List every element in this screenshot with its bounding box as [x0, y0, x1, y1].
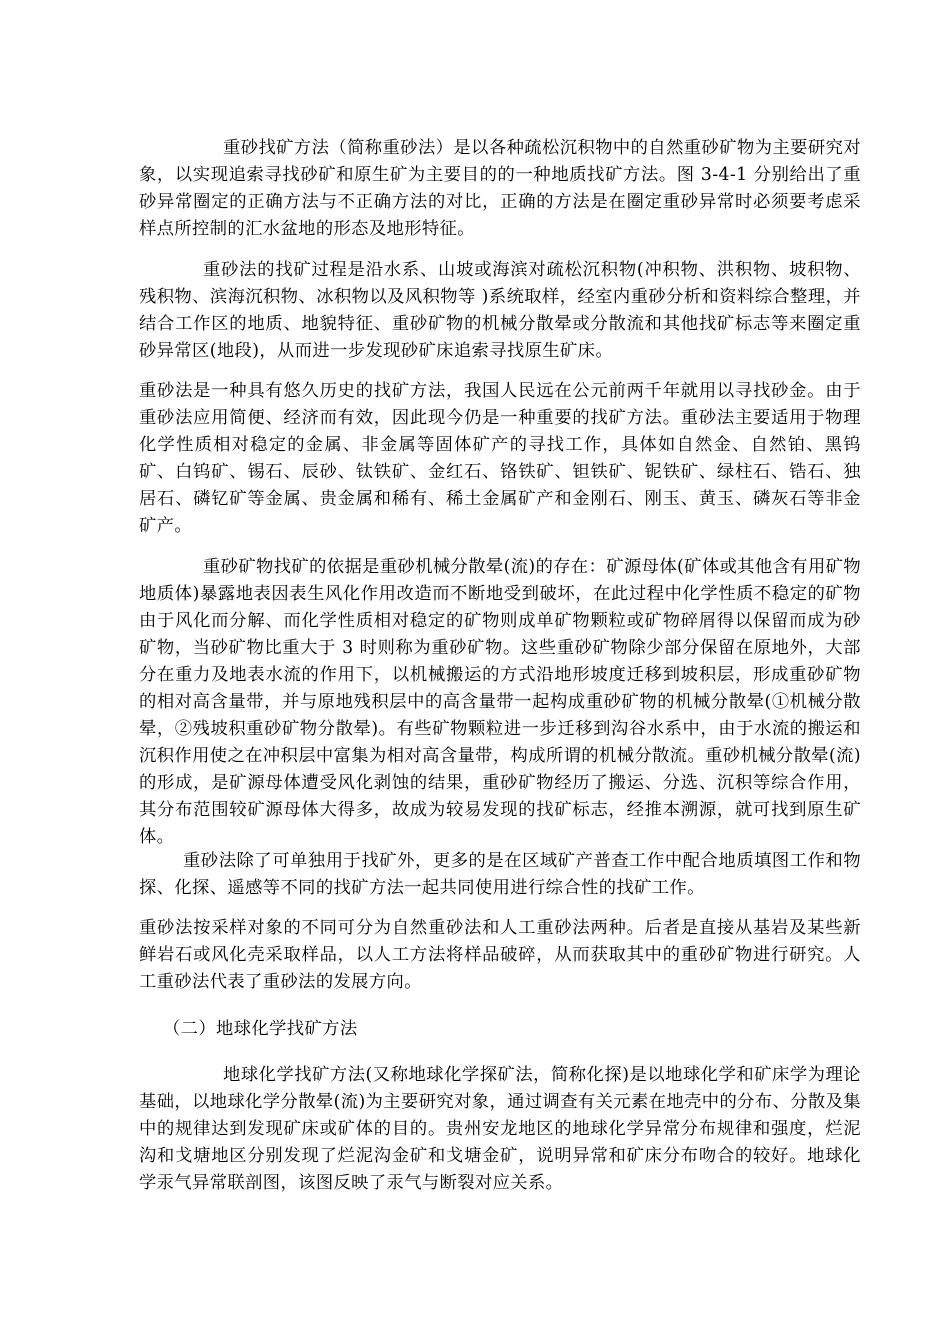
- paragraph-heavy-mineral-basis: 重砂矿物找矿的依据是重砂机械分散晕(流)的存在：矿源母体(矿体或其他含有用矿物地质体)暴露地表因表生风化作用改造而不断地受到破坏，在此过程中化学性质不稳定的矿物由于风化而分解、而化学性质相对稳定的矿物则成单矿物颗粒或矿物碎屑得以保留而成为砂矿物，当砂矿物比重大于 3 时则称为重砂矿物。这些重砂矿物除少部分保留在原地外，大部分在重力及地表水流的作用下，以机械搬运的方式沿地形坡度迁移到坡积层，形成重砂矿物的相对高含量带，并与原地残积层中的高含量带一起构成重砂矿物的机械分散晕(①机械分散晕，②残坡积重砂矿物分散晕)。有些矿物颗粒进一步迁移到沟谷水系中，由于水流的搬运和沉积作用使之在冲积层中富集为相对高含量带，构成所谓的机械分散流。重砂机械分散晕(流)的形成，是矿源母体遭受风化剥蚀的结果，重砂矿物经历了搬运、分选、沉积等综合作用，其分布范围较矿源母体大得多，故成为较易发现的找矿标志，经推本溯源，就可找到原生矿体。: [139, 557, 861, 847]
- section-heading: （二）地球化学找矿方法: [163, 1019, 358, 1039]
- paragraph-heavy-mineral-definition: 重砂找矿方法（简称重砂法）是以各种疏松沉积物中的自然重砂矿物为主要研究对象，以实现追索寻找砂矿和原生矿为主要目的的一种地质找矿方法。图 3-4-1 分别给出了重砂异常圈定的正确方法与不正确方法的对比，正确的方法是在圈定重砂异常时必须要考虑采样点所控制的汇水盆地的形态及地形特征。: [139, 138, 861, 239]
- paragraph-heavy-mineral-process: 重砂法的找矿过程是沿水系、山坡或海滨对疏松沉积物(冲积物、洪积物、坡积物、残积物、滨海沉积物、冰积物以及风积物等 )系统取样，经室内重砂分析和资料综合整理，并结合工作区的地质、地貌特征、重砂矿物的机械分散晕或分散流和其他找矿标志等来圈定重砂异常区(地段)，从而进一步发现砂矿床追索寻找原生矿床。: [139, 260, 861, 361]
- paragraph-heavy-mineral-types: 重砂法按采样对象的不同可分为自然重砂法和人工重砂法两种。后者是直接从基岩及某些新鲜岩石或风化壳采取样品，以人工方法将样品破碎，从而获取其中的重砂矿物进行研究。人工重砂法代表了重砂法的发展方向。: [139, 918, 861, 992]
- paragraph-heavy-mineral-history: 重砂法是一种具有悠久历史的找矿方法，我国人民远在公元前两千年就用以寻找砂金。由于重砂法应用简便、经济而有效，因此现今仍是一种重要的找矿方法。重砂法主要适用于物理化学性质相对稳定的金属、非金属等固体矿产的寻找工作，具体如自然金、自然铂、黑钨矿、白钨矿、锡石、辰砂、钛铁矿、金红石、铬铁矿、钽铁矿、铌铁矿、绿柱石、锆石、独居石、磷钇矿等金属、贵金属和稀有、稀土金属矿产和金刚石、刚玉、黄玉、磷灰石等非金矿产。: [139, 381, 861, 536]
- paragraph-heavy-mineral-usage: 重砂法除了可单独用于找矿外，更多的是在区域矿产普查工作中配合地质填图工作和物探、化探、遥感等不同的找矿方法一起共同使用进行综合性的找矿工作。: [139, 851, 861, 898]
- paragraph-geochemical-method: 地球化学找矿方法(又称地球化学探矿法，简称化探)是以地球化学和矿床学为理论基础，以地球化学分散晕(流)为主要研究对象，通过调查有关元素在地壳中的分布、分散及集中的规律达到发现矿床或矿体的目的。贵州安龙地区的地球化学异常分布规律和强度，烂泥沟和戈塘地区分别发现了烂泥沟金矿和戈塘金矿，说明异常和矿床分布吻合的较好。地球化学汞气异常联剖图，该图反映了汞气与断裂对应关系。: [139, 1065, 861, 1193]
